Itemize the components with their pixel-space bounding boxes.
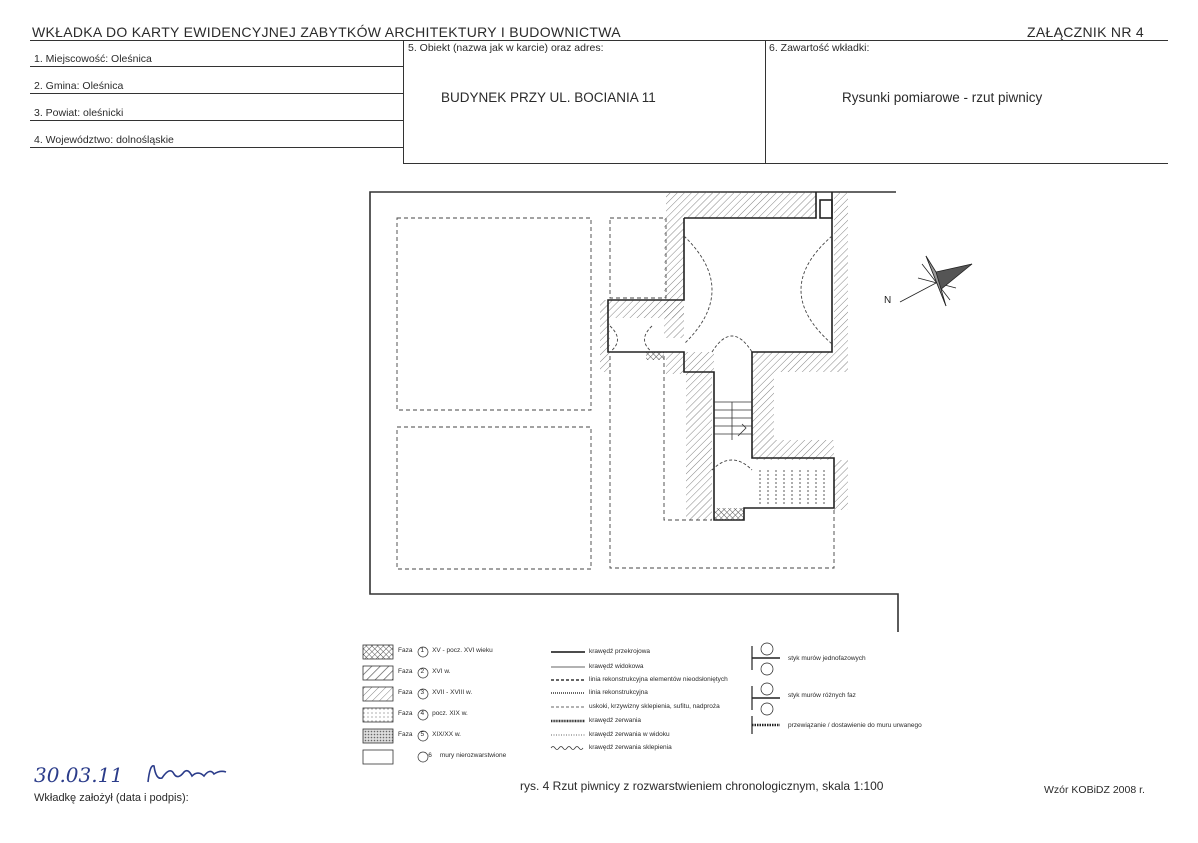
phase-number: 5 — [420, 731, 425, 738]
phase-prefix: Faza — [398, 689, 413, 696]
phase-number: 3 — [420, 689, 425, 696]
line-label: krawędź przekrojowa — [589, 648, 651, 655]
line-label: krawędź widokowa — [589, 663, 644, 670]
phase3-walls — [600, 192, 848, 520]
drawing-caption: rys. 4 Rzut piwnicy z rozwarstwieniem chronologicznym, skala 1:100 — [520, 779, 884, 793]
phase-prefix: Faza — [398, 731, 413, 738]
phase-number: 6 — [428, 752, 432, 759]
content-label: 6. Zawartość wkładki: — [769, 42, 870, 54]
joint-symbols — [752, 643, 780, 734]
line-label: linia rekonstrukcyjna elementów nieodsłoniętych — [589, 676, 728, 683]
handwritten-date: 30.03.11 — [34, 763, 124, 787]
line-label: uskoki, krzywizny sklepienia, sufitu, nadproża — [589, 703, 720, 710]
object-value: BUDYNEK PRZY UL. BOCIANIA 11 — [441, 90, 656, 105]
legend-line-samples — [551, 652, 585, 750]
signature — [140, 760, 230, 790]
annex-number: ZAŁĄCZNIK NR 4 — [1027, 24, 1144, 40]
phase-number: 1 — [420, 647, 425, 654]
line-label: krawędź zerwania sklepienia — [589, 744, 672, 751]
phase-label: XVII - XVIII w. — [432, 689, 473, 696]
voivodeship-field: 4. Województwo: dolnośląskie — [34, 134, 174, 146]
phase-prefix: Faza — [398, 647, 413, 654]
joint-label: przewiązanie / dostawienie do muru urwanego — [788, 722, 922, 729]
line-label: linia rekonstrukcyjna — [589, 689, 648, 696]
joint-label: styk murów różnych faz — [788, 692, 856, 699]
phase-label: XIX/XX w. — [432, 731, 461, 738]
phase-number: 4 — [420, 710, 425, 717]
line-label: krawędź zerwania w widoku — [589, 731, 670, 738]
phase-label: pocz. XIX w. — [432, 710, 468, 717]
svg-text:N: N — [884, 295, 892, 306]
phase-label: mury nierozwarstwione — [439, 752, 507, 759]
phase-prefix: Faza — [398, 710, 413, 717]
phase-label: XV - pocz. XVI wieku — [432, 647, 493, 654]
county-field: 3. Powiat: oleśnicki — [34, 107, 124, 119]
phase-prefix: Faza — [398, 668, 413, 675]
commune-field: 2. Gmina: Oleśnica — [34, 80, 124, 92]
founder-label: Wkładkę założył (data i podpis): — [34, 792, 189, 804]
template-label: Wzór KOBiDZ 2008 r. — [1044, 784, 1145, 796]
page-title: WKŁADKA DO KARTY EWIDENCYJNEJ ZABYTKÓW ARCHITEKTURY I BUDOWNICTWA — [32, 24, 621, 40]
phase-circles — [418, 647, 428, 762]
object-label: 5. Obiekt (nazwa jak w karcie) oraz adres: — [408, 42, 604, 54]
north-arrow-icon — [884, 256, 972, 306]
plot-boundary — [370, 192, 898, 632]
locality-field: 1. Miejscowość: Oleśnica — [34, 53, 152, 65]
joint-label: styk murów jednofazowych — [788, 655, 866, 662]
content-value: Rysunki pomiarowe - rzut piwnicy — [842, 90, 1043, 105]
phase-swatches — [363, 645, 393, 764]
phase-number: 2 — [420, 668, 425, 675]
phase-label: XVI w. — [432, 668, 451, 675]
line-label: krawędź zerwania — [589, 717, 642, 724]
